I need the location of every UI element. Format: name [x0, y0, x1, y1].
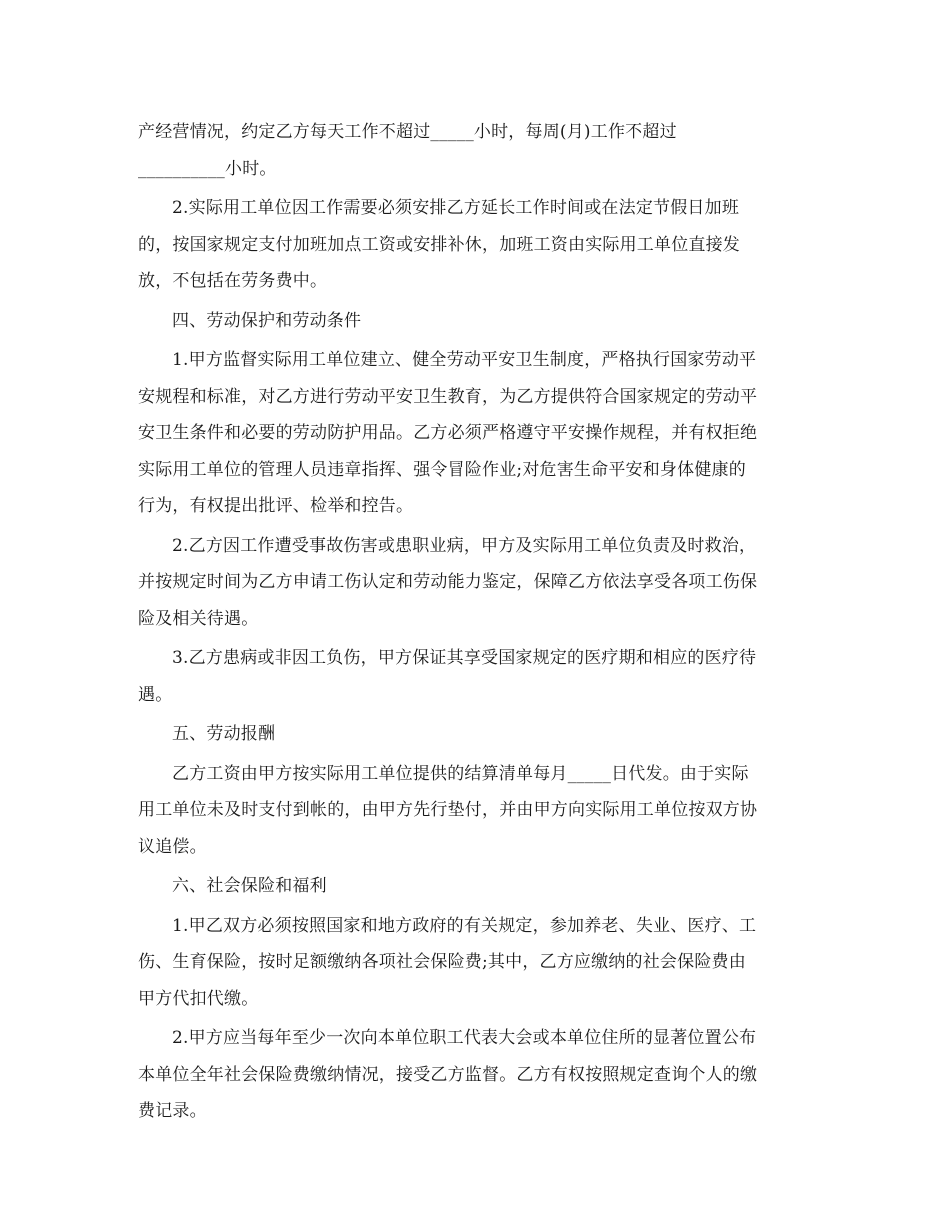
paragraph-overtime	[138, 190, 818, 300]
text-line: 遇。	[138, 684, 173, 705]
text-line: 费记录。	[138, 1101, 207, 1121]
text-line: 1.甲方监督实际用工单位建立、健全劳动平安卫生制度，严格执行国家劳动平	[172, 350, 757, 370]
paragraph-wages	[138, 756, 818, 866]
text-line: 2.甲方应当每年至少一次向本单位职工代表大会或本单位住所的显著位置公布	[172, 1028, 757, 1048]
text-line: 安规程和标准，对乙方进行劳动平安卫生教育，为乙方提供符合国家规定的劳动平	[138, 386, 758, 407]
text-line: 3.乙方患病或非因工负伤，甲方保证其享受国家规定的医疗期和相应的医疗待	[172, 648, 757, 668]
text-line: 1.甲乙双方必须按照国家和地方政府的有关规定，参加养老、失业、医疗、工	[172, 915, 757, 936]
section-heading-remuneration	[138, 716, 818, 753]
text-line: 2.实际用工单位因工作需要必须安排乙方延长工作时间或在法定节假日加班	[172, 198, 740, 218]
paragraph-continuation	[138, 114, 818, 187]
paragraph-work-injury	[138, 528, 818, 638]
text-line: 乙方工资由甲方按实际用工单位提供的结算清单每月_____日代发。由于实际	[172, 763, 749, 784]
text-line: 用工单位未及时支付到帐的，由甲方先行垫付，并由甲方向实际用工单位按双方协	[138, 800, 758, 820]
paragraph-insurance-disclosure	[138, 1020, 818, 1130]
text-line: 并按规定时间为乙方申请工伤认定和劳动能力鉴定，保障乙方依法享受各项工伤保	[138, 572, 758, 592]
text-line: 产经营情况，约定乙方每天工作不超过_____小时，每周(月)工作不超过	[138, 122, 677, 142]
text-line: 行为，有权提出批评、检举和控告。	[138, 496, 414, 516]
text-line: 险及相关待遇。	[138, 608, 259, 629]
text-line: 伤、生育保险，按时足额缴纳各项社会保险费;其中，乙方应缴纳的社会保险费由	[138, 952, 746, 972]
text-line: 议追偿。	[138, 836, 207, 857]
paragraph-insurance-participation	[138, 908, 818, 1018]
document-page	[138, 114, 818, 1133]
section-heading-labor-protection	[138, 303, 818, 340]
text-line: 放，不包括在劳务费中。	[138, 271, 328, 291]
text-line: 2.乙方因工作遭受事故伤害或患职业病，甲方及实际用工单位负责及时救治，	[172, 535, 757, 556]
text-line: 甲方代扣代缴。	[138, 988, 259, 1009]
heading-text: 四、劳动保护和劳动条件	[172, 310, 362, 331]
paragraph-safety-system	[138, 342, 818, 525]
section-heading-social-insurance	[138, 868, 818, 905]
heading-text: 六、社会保险和福利	[172, 876, 327, 896]
heading-text: 五、劳动报酬	[172, 724, 276, 744]
paragraph-medical-leave	[138, 640, 818, 713]
text-line: 的，按国家规定支付加班加点工资或安排补休，加班工资由实际用工单位直接发	[138, 234, 740, 255]
text-line: 安卫生条件和必要的劳动防护用品。乙方必须严格遵守平安操作规程，并有权拒绝	[138, 423, 758, 443]
text-line: 实际用工单位的管理人员违章指挥、强令冒险作业;对危害生命平安和身体健康的	[138, 459, 746, 480]
text-line: __________小时。	[138, 158, 277, 179]
text-line: 本单位全年社会保险费缴纳情况，接受乙方监督。乙方有权按照规定查询个人的缴	[138, 1064, 758, 1085]
